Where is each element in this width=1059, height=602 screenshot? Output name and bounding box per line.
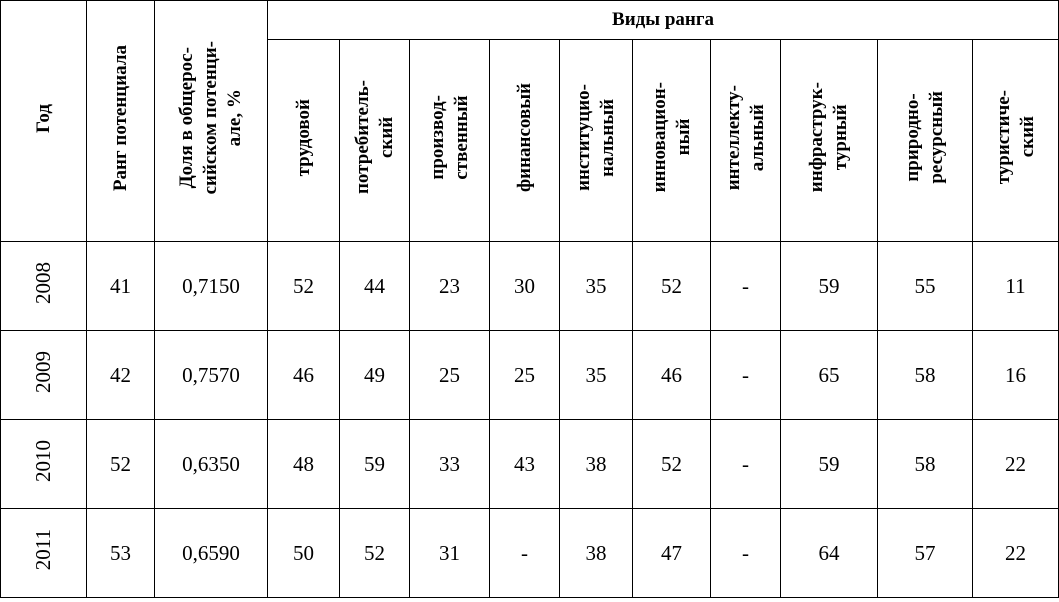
share-cell: 0,6350 [155, 420, 268, 509]
header-type-label: производ- ственный [426, 95, 472, 180]
value-cell: 47 [633, 509, 711, 598]
year-cell [1, 331, 87, 420]
rank-cell: 53 [87, 509, 155, 598]
header-type-label: финансовый [513, 83, 535, 192]
header-year [1, 1, 87, 242]
value-cell: 59 [781, 420, 878, 509]
year-value: 2011 [31, 529, 55, 571]
header-type-cell [410, 40, 490, 242]
value-cell: 64 [781, 509, 878, 598]
header-type-cell [973, 40, 1059, 242]
header-share [155, 1, 268, 242]
value-cell: 57 [878, 509, 973, 598]
value-cell: 52 [268, 242, 340, 331]
table-row [1, 509, 1059, 598]
value-cell: 25 [490, 331, 560, 420]
table-row [1, 242, 1059, 331]
header-rank-label: Ранг потенциала [109, 44, 131, 192]
rank-cell: 52 [87, 420, 155, 509]
value-cell: 55 [878, 242, 973, 331]
year-value: 2008 [31, 262, 55, 304]
value-cell: 38 [560, 420, 633, 509]
year-value: 2009 [31, 351, 55, 393]
value-cell: 38 [560, 509, 633, 598]
share-cell: 0,7570 [155, 331, 268, 420]
value-cell: 31 [410, 509, 490, 598]
value-cell: 52 [633, 420, 711, 509]
value-cell: - [711, 242, 781, 331]
year-cell [1, 420, 87, 509]
header-type-cell [340, 40, 410, 242]
value-cell: 50 [268, 509, 340, 598]
header-type-cell [878, 40, 973, 242]
value-cell: 35 [560, 331, 633, 420]
value-cell: 23 [410, 242, 490, 331]
value-cell: 46 [268, 331, 340, 420]
value-cell: 58 [878, 331, 973, 420]
value-cell: 59 [781, 242, 878, 331]
value-cell: 58 [878, 420, 973, 509]
value-cell: 59 [340, 420, 410, 509]
header-type-label: потребитель- ский [351, 80, 397, 195]
value-cell: 22 [973, 509, 1059, 598]
table-row [1, 420, 1059, 509]
year-cell [1, 242, 87, 331]
header-type-label: инновацион- ный [648, 82, 694, 193]
value-cell: 33 [410, 420, 490, 509]
share-cell: 0,6590 [155, 509, 268, 598]
header-type-label: интеллекту- альный [722, 84, 768, 191]
header-type-cell [490, 40, 560, 242]
header-rank-types-group: Виды ранга [268, 1, 1059, 40]
value-cell: - [490, 509, 560, 598]
value-cell: 30 [490, 242, 560, 331]
value-cell: - [711, 331, 781, 420]
value-cell: 22 [973, 420, 1059, 509]
value-cell: 52 [633, 242, 711, 331]
value-cell: - [711, 420, 781, 509]
header-type-cell [268, 40, 340, 242]
rank-cell: 42 [87, 331, 155, 420]
value-cell: - [711, 509, 781, 598]
value-cell: 65 [781, 331, 878, 420]
value-cell: 16 [973, 331, 1059, 420]
header-type-label: трудовой [292, 98, 314, 177]
header-share-label: Доля в общерос- сийском потенци- але, % [176, 41, 245, 195]
value-cell: 11 [973, 242, 1059, 331]
header-type-label: природно- ресурсный [902, 91, 947, 184]
header-type-cell [781, 40, 878, 242]
value-cell: 43 [490, 420, 560, 509]
header-type-label: институцио- нальный [573, 84, 618, 191]
header-type-label: туристиче- ский [992, 90, 1038, 185]
value-cell: 25 [410, 331, 490, 420]
value-cell: 48 [268, 420, 340, 509]
header-type-cell [560, 40, 633, 242]
year-cell [1, 509, 87, 598]
value-cell: 35 [560, 242, 633, 331]
value-cell: 46 [633, 331, 711, 420]
value-cell: 49 [340, 331, 410, 420]
value-cell: 52 [340, 509, 410, 598]
rank-cell: 41 [87, 242, 155, 331]
header-type-cell [711, 40, 781, 242]
table-row [1, 331, 1059, 420]
header-type-cell [633, 40, 711, 242]
header-year-label: Год [32, 103, 54, 133]
header-rank [87, 1, 155, 242]
year-value: 2010 [31, 440, 55, 482]
value-cell: 44 [340, 242, 410, 331]
header-type-label: инфраструк- турный [806, 82, 851, 193]
header-row-group [1, 1, 1059, 40]
share-cell: 0,7150 [155, 242, 268, 331]
